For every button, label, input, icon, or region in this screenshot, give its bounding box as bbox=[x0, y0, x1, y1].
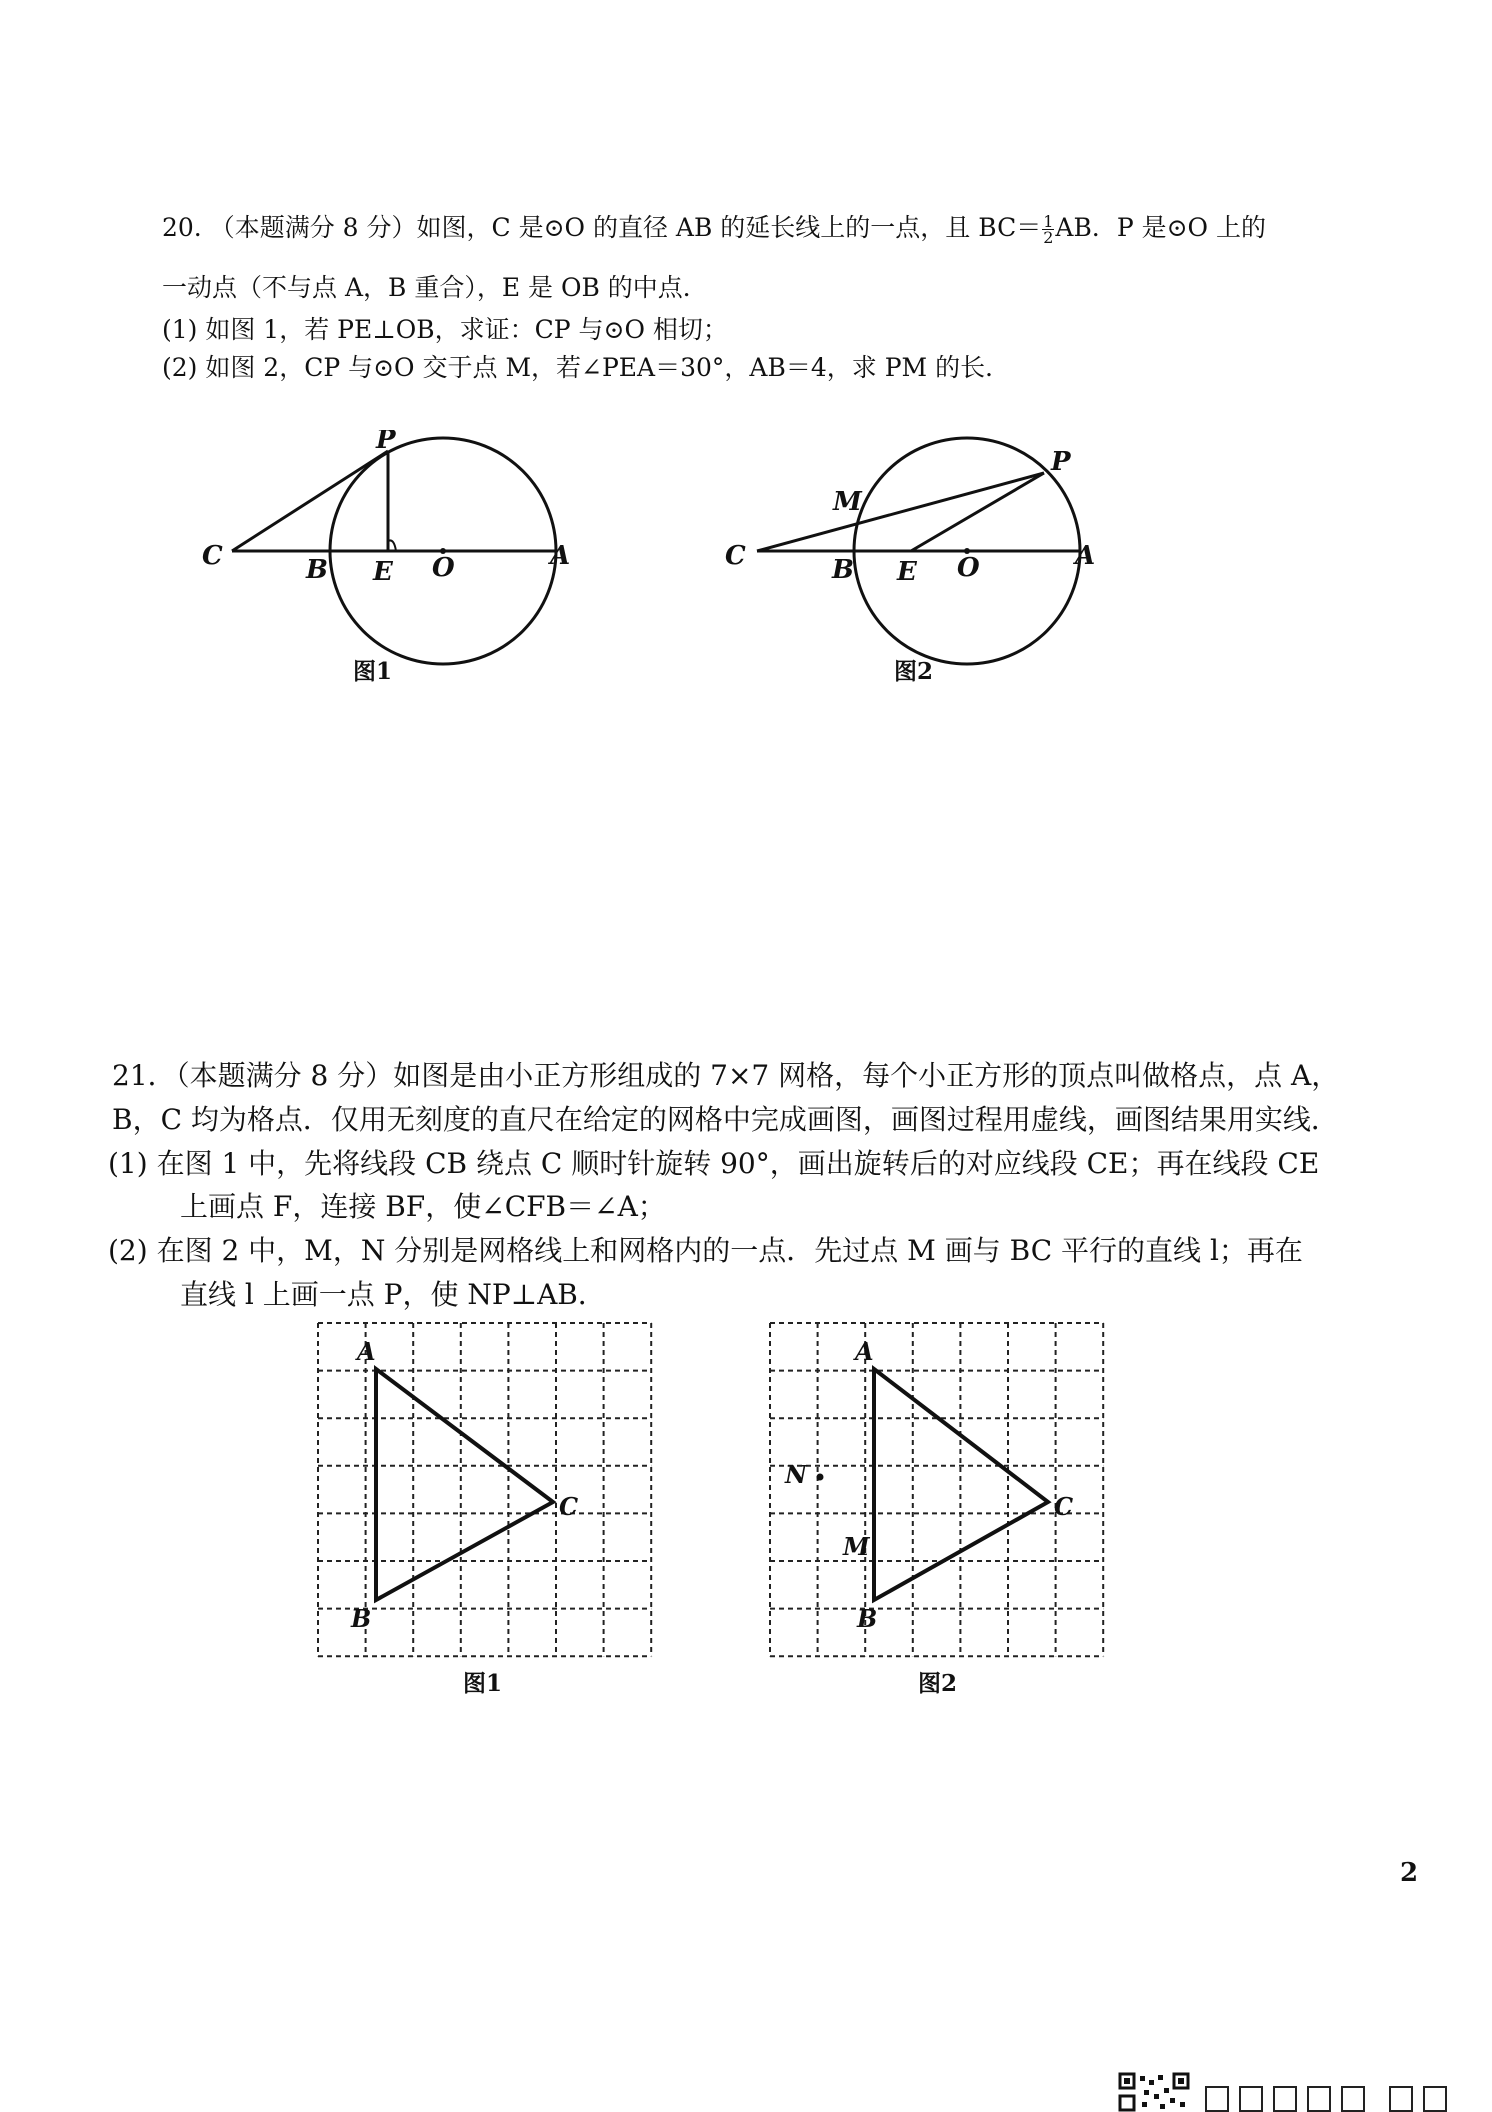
grid-lines bbox=[770, 1323, 1103, 1656]
footer-box bbox=[1341, 2086, 1365, 2112]
label-m: M bbox=[833, 487, 862, 517]
q20-figure-1 bbox=[190, 430, 590, 690]
q21-line-4: 上画点 F，连接 BF，使∠CFB＝∠A； bbox=[180, 1190, 666, 1223]
q21-figure-2-caption: 图2 bbox=[918, 1670, 958, 1697]
q20-line-1b: AB．P 是⊙O 上的 bbox=[1055, 213, 1266, 242]
label-c: C bbox=[559, 1492, 579, 1521]
label-p: P bbox=[1051, 447, 1071, 477]
footer-box bbox=[1273, 2086, 1297, 2112]
label-n: N bbox=[785, 1460, 807, 1489]
q20-line-1a: 20. （本题满分 8 分）如图，C 是⊙O 的直径 AB 的延长线上的一点，且 BC＝ bbox=[162, 213, 1042, 242]
q20-figure-2-caption: 图2 bbox=[894, 658, 934, 685]
q21-line-1: 21．（本题满分 8 分）如图是由小正方形组成的 7×7 网格，每个小正方形的顶点叫做格点，点 A， bbox=[112, 1059, 1340, 1092]
line-cp bbox=[757, 473, 1044, 551]
q21-line-3: (1) 在图 1 中，先将线段 CB 绕点 C 顺时针旋转 90°，画出旋转后的对应线段 CE；再在线段 CE bbox=[108, 1147, 1320, 1180]
label-c: C bbox=[202, 541, 223, 571]
footer-box bbox=[1423, 2086, 1447, 2112]
label-a: A bbox=[550, 541, 571, 571]
label-b: B bbox=[832, 555, 854, 585]
q21-line-6: 直线 l 上画一点 P，使 NP⊥AB． bbox=[180, 1278, 606, 1311]
footer-box bbox=[1389, 2086, 1413, 2112]
q21-line-2: B，C 均为格点．仅用无刻度的直尺在给定的网格中完成画图，画图过程用虚线，画图结果用实线． bbox=[112, 1103, 1339, 1136]
q20-line-3: (1) 如图 1，若 PE⊥OB，求证：CP 与⊙O 相切； bbox=[162, 315, 728, 344]
point-n bbox=[817, 1474, 824, 1481]
line-cp bbox=[232, 451, 388, 551]
label-o: O bbox=[957, 553, 980, 583]
fraction-one-half bbox=[1042, 214, 1054, 245]
fraction-numerator: 1 bbox=[1043, 212, 1054, 231]
label-a: A bbox=[1075, 541, 1096, 571]
label-a: A bbox=[855, 1337, 874, 1366]
label-m: M bbox=[843, 1532, 870, 1561]
q21-figure-2 bbox=[762, 1315, 1107, 1660]
label-e: E bbox=[373, 557, 393, 587]
footer-box bbox=[1239, 2086, 1263, 2112]
q20-figure-1-caption: 图1 bbox=[353, 658, 393, 685]
label-b: B bbox=[351, 1604, 372, 1633]
footer-box bbox=[1205, 2086, 1229, 2112]
label-o: O bbox=[432, 553, 455, 583]
line-ep bbox=[911, 473, 1044, 551]
q21-figure-1 bbox=[310, 1315, 655, 1660]
q20-figure-2 bbox=[715, 430, 1115, 690]
footer-box bbox=[1307, 2086, 1331, 2112]
q20-line-1 bbox=[162, 208, 1266, 245]
label-p: P bbox=[376, 430, 396, 455]
q20-line-4: (2) 如图 2，CP 与⊙O 交于点 M，若∠PEA＝30°，AB＝4，求 PM 的长． bbox=[162, 353, 1011, 382]
label-b: B bbox=[857, 1604, 878, 1633]
footer-boxes bbox=[1205, 2086, 1447, 2112]
label-c: C bbox=[1054, 1492, 1074, 1521]
fraction-denominator: 2 bbox=[1043, 228, 1054, 247]
label-e: E bbox=[897, 557, 917, 587]
triangle-abc bbox=[376, 1369, 553, 1600]
page-number: 2 bbox=[1400, 1858, 1419, 1888]
triangle-abc bbox=[874, 1369, 1048, 1600]
label-b: B bbox=[306, 555, 328, 585]
q21-figure-1-caption: 图1 bbox=[463, 1670, 503, 1697]
q21-line-5: (2) 在图 2 中，M，N 分别是网格线上和网格内的一点．先过点 M 画与 BC 平行的直线 l；再在 bbox=[108, 1234, 1303, 1267]
qr-code-icon bbox=[1118, 2072, 1190, 2112]
label-c: C bbox=[725, 541, 746, 571]
label-a: A bbox=[357, 1337, 376, 1366]
q20-line-2: 一动点（不与点 A，B 重合），E 是 OB 的中点． bbox=[162, 273, 708, 302]
